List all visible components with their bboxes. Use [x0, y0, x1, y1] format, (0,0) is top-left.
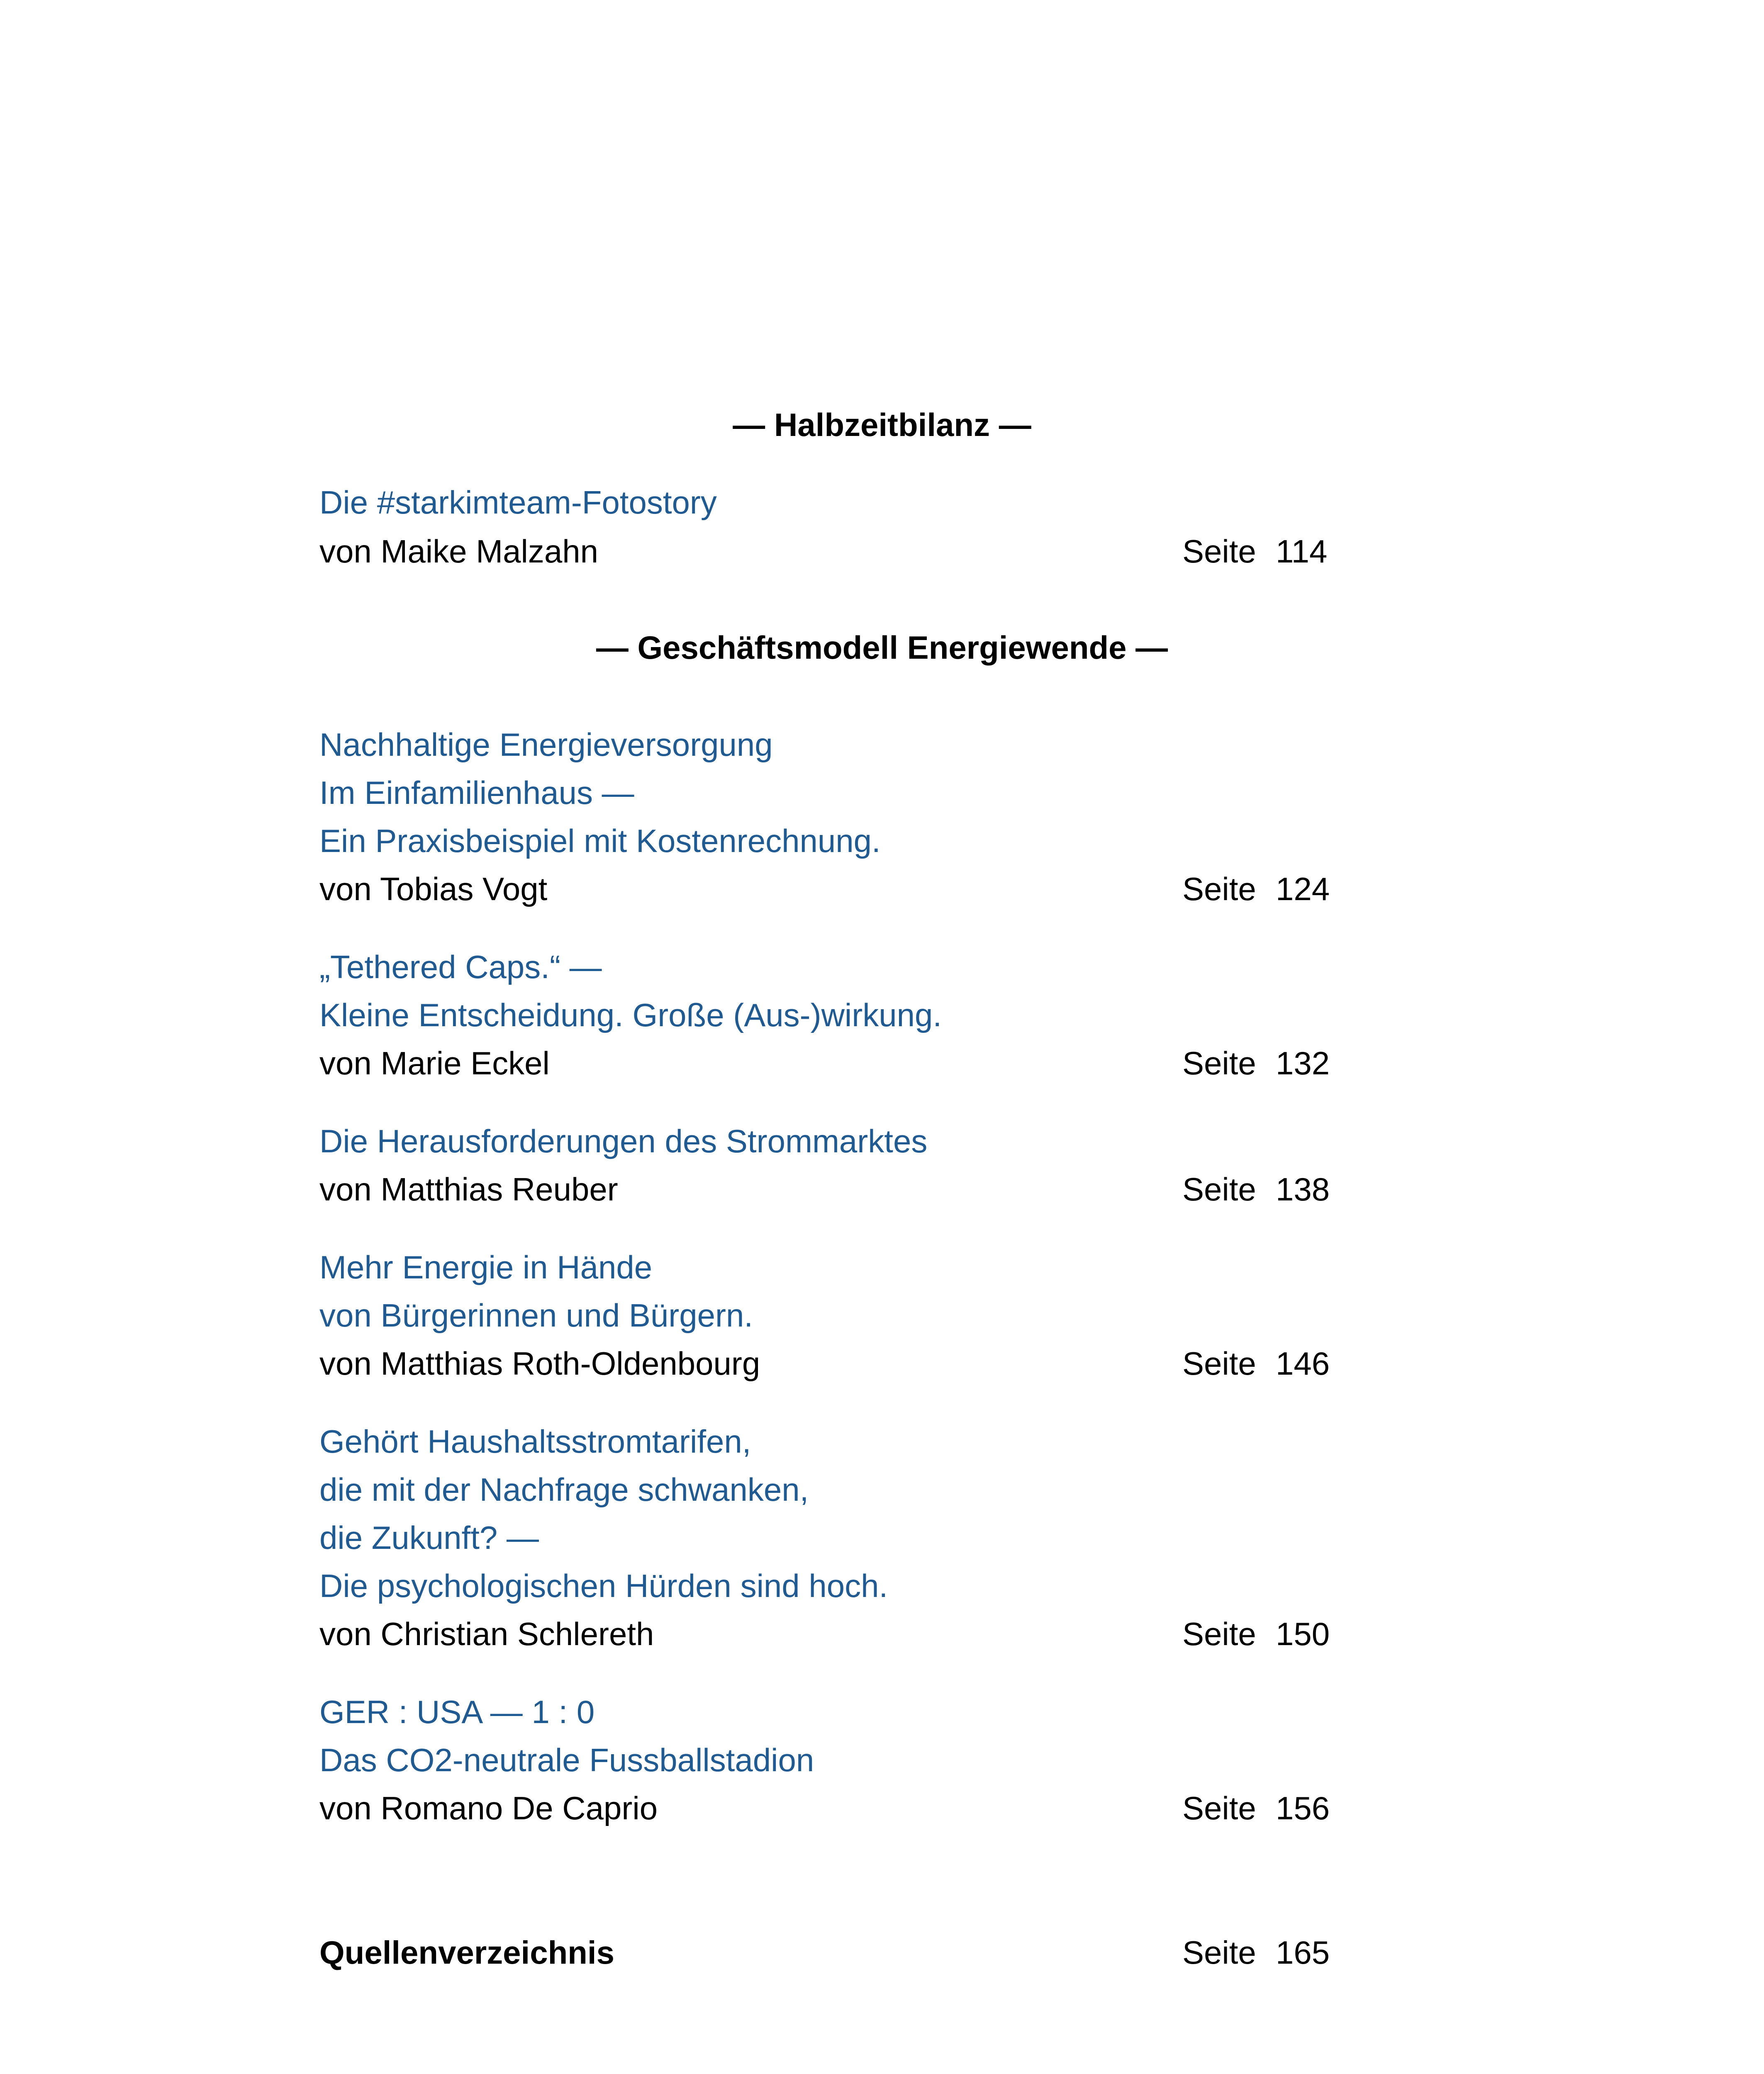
entry-page-label: Seite: [1182, 1345, 1256, 1382]
entry-title-line: Nachhaltige Energieversorgung: [319, 726, 773, 763]
entry-page-label: Seite: [1182, 1616, 1256, 1652]
entry-title-line: die Zukunft? —: [319, 1519, 539, 1556]
entry-title-line: Ein Praxisbeispiel mit Kostenrechnung.: [319, 823, 881, 859]
entry-title-line: Im Einfamilienhaus —: [319, 774, 634, 811]
section-heading-geschaeftsmodell-energiewende: — Geschäftsmodell Energiewende —: [596, 629, 1168, 666]
entry-page-number: 114: [1276, 533, 1328, 570]
entry-title-line: Mehr Energie in Hände: [319, 1249, 653, 1285]
entry-page-label: Seite: [1182, 1045, 1256, 1081]
entry-author: von Tobias Vogt: [319, 871, 548, 907]
entry-author: von Matthias Roth-Oldenbourg: [319, 1345, 760, 1382]
entry-title-line: die mit der Nachfrage schwanken,: [319, 1471, 809, 1508]
entry-page-number: 156: [1276, 1790, 1330, 1826]
entry-page-label: Seite: [1182, 533, 1256, 570]
entry-page-label: Seite: [1182, 871, 1256, 907]
entry-title-line: Die #starkimteam-Fotostory: [319, 484, 717, 521]
entry-title-line: Das CO2-neutrale Fussballstadion: [319, 1742, 814, 1778]
entry-page-number: 132: [1276, 1045, 1330, 1081]
entry-title-line: von Bürgerinnen und Bürgern.: [319, 1297, 753, 1334]
references-label: Quellenverzeichnis: [319, 1934, 614, 1971]
entry-page-number: 124: [1276, 871, 1330, 907]
entry-page-number: 138: [1276, 1171, 1330, 1207]
entry-title-line: Die psychologischen Hürden sind hoch.: [319, 1568, 888, 1604]
entry-author: von Marie Eckel: [319, 1045, 550, 1081]
entry-title-line: Kleine Entscheidung. Große (Aus-)wirkung.: [319, 997, 942, 1033]
entry-author: von Romano De Caprio: [319, 1790, 658, 1826]
entry-page-label: Seite: [1182, 1790, 1256, 1826]
entry-page-number: 150: [1276, 1616, 1330, 1652]
section-heading-halbzeitbilanz: — Halbzeitbilanz —: [733, 407, 1031, 443]
entry-author: von Matthias Reuber: [319, 1171, 618, 1207]
entry-title-line: „Tethered Caps.“ —: [319, 949, 602, 985]
entry-title-line: Die Herausforderungen des Strommarktes: [319, 1123, 928, 1159]
entry-page-number: 146: [1276, 1345, 1330, 1382]
entry-author: von Christian Schlereth: [319, 1616, 654, 1652]
entry-author: von Maike Malzahn: [319, 533, 598, 570]
references-page-number: 165: [1276, 1934, 1330, 1971]
entry-page-label: Seite: [1182, 1171, 1256, 1207]
entry-title-line: GER : USA — 1 : 0: [319, 1694, 595, 1730]
entry-title-line: Gehört Haushaltsstromtarifen,: [319, 1423, 751, 1460]
references-page-label: Seite: [1182, 1934, 1256, 1971]
